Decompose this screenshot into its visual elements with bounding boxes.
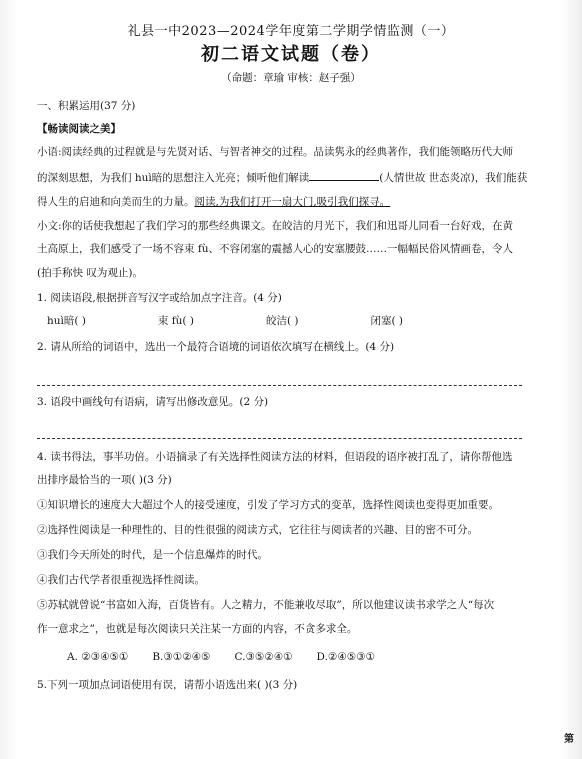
fill-blank-1[interactable] <box>309 170 379 181</box>
page-corner-mark: 第 <box>564 734 574 745</box>
question-2: 2. 请从所给的词语中，选出一个最符合语境的词语依次填写在横线上。(4 分) <box>37 341 395 353</box>
passage-line-6: (拍手称快 叹为观止)。 <box>37 267 144 279</box>
q4-sentence-2: ②选择性阅读是一种理性的、目的性很强的阅读方式，它往往与阅读者的兴趣、目的密不可分。 <box>37 524 478 536</box>
q1-item-2[interactable]: 束 fù( ) <box>157 315 194 327</box>
section-heading: 一、积累运用(37 分) <box>37 100 136 112</box>
q4-option-d[interactable]: D.②④⑤③① <box>316 651 375 663</box>
question-4-line-2: 出排序最恰当的一项( )(3 分) <box>37 474 172 486</box>
q1-item-4[interactable]: 闭塞( ) <box>370 315 404 327</box>
q4-sentence-1: ①知识增长的速度大大超过个人的接受速度，引发了学习方式的变革，选择性阅读也变得更加重要。 <box>37 499 499 511</box>
passage-line-4: 小文:你的话使我想起了我们学习的那些经典课文。在皎洁的月光下，我们和迅哥儿同看一台好戏，在黄 <box>37 220 514 232</box>
exam-credits: （命题：章瑜 审核：赵子强） <box>221 72 361 84</box>
q4-option-a[interactable]: A. ②③④⑤① <box>67 651 129 663</box>
q4-sentence-5a: ⑤苏轼就曾说“书富如入海，百货皆有。人之精力，不能兼收尽取”，所以他建议读书求学之人“每次 <box>37 599 495 611</box>
passage-line-3-text: 得人生的启迪和向美而生的力量。 <box>37 196 195 208</box>
question-1: 1. 阅读语段,根据拼音写汉字或给加点字注音。(4 分) <box>37 292 282 304</box>
section-subheading: 【畅读阅读之美】 <box>37 123 121 135</box>
q1-item-1[interactable]: huì暗( ) <box>47 315 86 327</box>
q4-sentence-5b: 作一意求之”，也就是每次阅读只关注某一方面的内容，不贪多求全。 <box>37 623 358 635</box>
q4-option-b[interactable]: B.③①②④⑤ <box>152 651 211 663</box>
answer-line-q2[interactable] <box>37 385 522 386</box>
passage-line-2-text: 的深刻思想，为我们 huì暗的思想注入光亮；倾听他们解读 <box>37 172 310 184</box>
question-4-line-1: 4. 读书得法，事半功倍。小语摘录了有关选择性阅读方法的材料，但语段的语序被打乱了，请你帮他选 <box>37 451 513 463</box>
q4-sentence-3: ③我们今天所处的时代，是一个信息爆炸的时代。 <box>37 549 268 561</box>
exam-title: 礼县一中2023—2024学年度第二学期学情监测（一） <box>127 24 455 39</box>
passage-line-1: 小语:阅读经典的过程就是与先贤对话、与智者神交的过程。品读隽永的经典著作，我们能领略历代大师 <box>37 146 514 158</box>
answer-line-q3[interactable] <box>37 438 522 439</box>
q1-item-3[interactable]: 皎洁( ) <box>265 315 299 327</box>
exam-subtitle: 初二语文试题（卷） <box>201 44 381 65</box>
passage-line-5: 土高原上，我们感受了一场不容束 fù、不容闭塞的震撼人心的安塞腰鼓……一幅幅民俗风情画卷，令人 <box>37 243 513 255</box>
q4-sentence-4: ④我们古代学者很重视选择性阅读。 <box>37 574 205 586</box>
passage-line-2 <box>37 170 568 185</box>
question-5: 5.下列一项加点词语使用有误，请帮小语选出来( )(3 分) <box>37 679 298 691</box>
q4-options <box>67 650 568 664</box>
q4-option-c[interactable]: C.③⑤②④① <box>234 651 293 663</box>
question-1-items <box>47 314 568 328</box>
underlined-sentence: 阅读,为我们打开一扇大门,吸引我们探寻。 <box>194 196 391 208</box>
question-3: 3. 语段中画线句有语病，请写出修改意见。(2 分) <box>37 396 269 408</box>
passage-line-2-tail: (人情世故 世态炎凉)，我们能获 <box>379 172 528 184</box>
passage-line-3 <box>37 195 568 209</box>
